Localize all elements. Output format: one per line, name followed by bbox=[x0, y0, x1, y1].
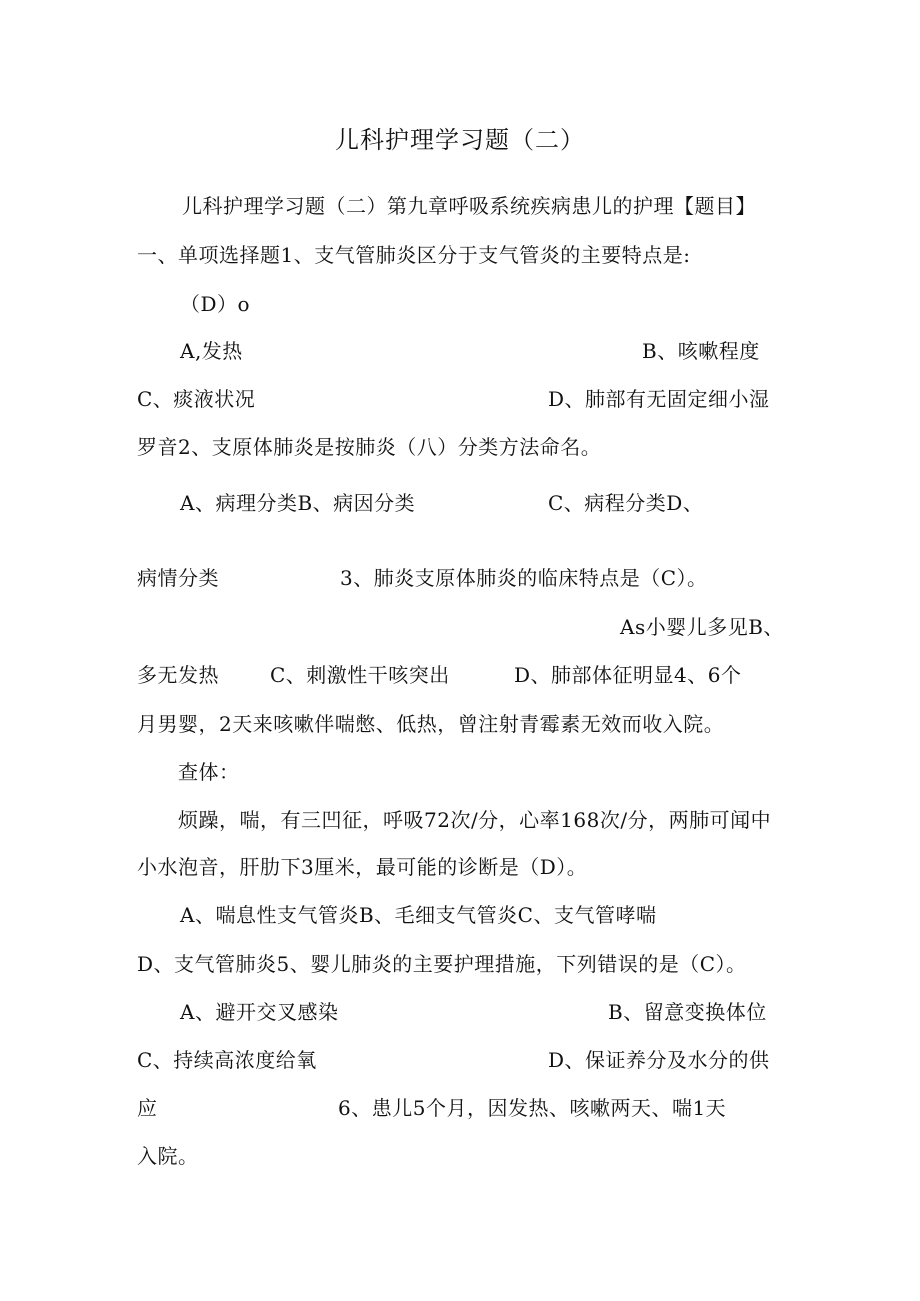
text-line: 月男婴，2天来咳嗽伴喘憋、低热，曾注射青霉素无效而收入院。 bbox=[137, 712, 725, 736]
text-line: 查体： bbox=[178, 760, 240, 784]
option-line: As小婴儿多见B、 bbox=[620, 615, 784, 639]
text-line: D、支气管肺炎5、婴儿肺炎的主要护理措施，下列错误的是（C）。 bbox=[137, 952, 747, 976]
option-b: B、留意变换体位 bbox=[608, 1000, 767, 1024]
option-d: D、肺部有无固定细小湿 bbox=[548, 387, 770, 411]
option-a: A,发热 bbox=[180, 339, 243, 363]
text-line: 烦躁，喘，有三凹征，呼吸72次/分，心率168次/分，两肺可闻中 bbox=[178, 808, 772, 832]
option-b: B、咳嗽程度 bbox=[642, 339, 760, 363]
option-c: C、持续高浓度给氧 bbox=[137, 1048, 317, 1072]
text-line: 病情分类 bbox=[137, 566, 219, 590]
option-line: C、刺激性干咳突出 bbox=[270, 663, 450, 687]
option-a: A、避开交叉感染 bbox=[180, 1000, 339, 1024]
text-line: 应 bbox=[137, 1096, 158, 1120]
text-line: 一、单项选择题1、支气管肺炎区分于支气管炎的主要特点是: bbox=[137, 243, 691, 267]
option-c: C、痰液状况 bbox=[137, 387, 256, 411]
option-line: D、肺部体征明显4、6个 bbox=[514, 663, 742, 687]
option-line: 多无发热 bbox=[137, 663, 219, 687]
text-line: 入院。 bbox=[137, 1144, 199, 1168]
text-line: 罗音2、支原体肺炎是按肺炎（八）分类方法命名。 bbox=[137, 435, 602, 459]
text-line: 小水泡音，肝肋下3厘米，最可能的诊断是（D）。 bbox=[137, 855, 588, 879]
text-line: 儿科护理学习题（二）第九章呼吸系统疾病患儿的护理【题目】 bbox=[182, 194, 756, 218]
text-line: （D）o bbox=[180, 292, 251, 316]
option-line: C、病程分类D、 bbox=[548, 491, 704, 515]
question-6: 6、患儿5个月，因发热、咳嗽两天、喘1天 bbox=[338, 1096, 727, 1120]
option-line: A、喘息性支气管炎B、毛细支气管炎C、支气管哮喘 bbox=[180, 903, 657, 927]
option-d: D、保证养分及水分的供 bbox=[548, 1048, 770, 1072]
page-title: 儿科护理学习题（二） bbox=[335, 126, 585, 154]
option-line: A、病理分类B、病因分类 bbox=[180, 491, 416, 515]
question-3: 3、肺炎支原体肺炎的临床特点是（C）。 bbox=[340, 566, 708, 590]
